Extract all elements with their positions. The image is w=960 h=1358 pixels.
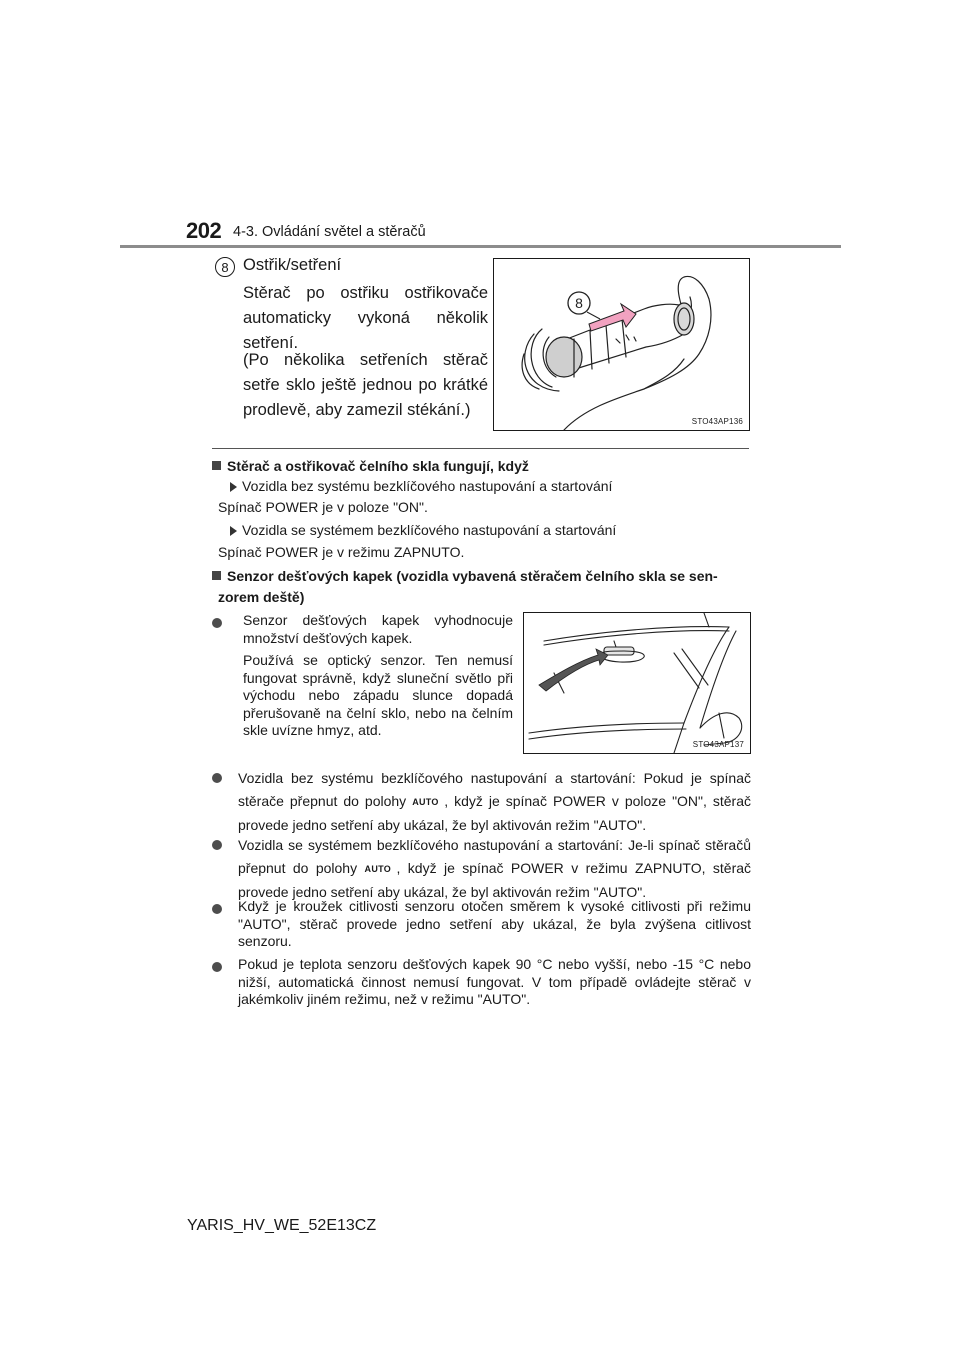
temperature-note: Pokud je teplota senzoru dešťových kapek 90 °C nebo vyšší, nebo -15 °C nebo nižší, automatická činnost nemusí fungovat. V tom případě ovládejte stěrač v jakémkoliv jiném režimu, než v režimu "AUTO". <box>238 956 751 1007</box>
section-heading-rain-sensor: Senzor dešťových kapek (vozidla vybavená stěračem čelního skla se sen- <box>212 566 752 587</box>
triangle-bullet-icon <box>230 482 237 492</box>
condition-subheading: Vozidla bez systému bezklíčového nastupování a startování <box>230 476 612 496</box>
section-heading-rain-sensor-cont: zorem deště) <box>218 589 305 605</box>
round-bullet-icon <box>212 962 222 972</box>
sensor-description: Senzor dešťových kapek vyhodnocuje množství dešťových kapek. <box>243 612 513 646</box>
section-title: 4-3. Ovládání světel a stěračů <box>233 224 426 240</box>
round-bullet-icon <box>212 773 222 783</box>
figure-code: STO43AP137 <box>692 740 744 749</box>
figure-callout-label: 8 <box>575 295 583 311</box>
condition-text: Spínač POWER je v režimu ZAPNUTO. <box>218 544 465 560</box>
section-heading-operation: Stěrač a ostřikovač čelního skla fungují, když <box>212 456 529 477</box>
item-description: Stěrač po ostřiku ostřikovače automaticky vykoná několik setření. <box>243 284 488 352</box>
condition-text: Spínač POWER je v poloze "ON". <box>218 499 428 515</box>
item-number-badge: 8 <box>215 257 235 277</box>
document-code: YARIS_HV_WE_52E13CZ <box>187 1217 377 1234</box>
condition-subheading: Vozidla se systémem bezklíčového nastupování a startování <box>230 520 616 540</box>
auto-mode-note-keyless: Vozidla se systémem bezklíčového nastupování a startování: Je-li spínač stěračů přepnut do polohy AUTO , když je spínač POWER v režimu ZAPNUTO, stěrač provede jedno setření aby ukázal, že byl aktivován režim "AUTO". <box>238 837 752 900</box>
auto-position-icon: AUTO <box>412 797 439 807</box>
section-divider <box>212 448 749 449</box>
figure-wiper-lever <box>493 258 750 431</box>
sensitivity-note: Když je kroužek citlivosti senzoru otočen směrem k vysoké citlivosti při režimu "AUTO", stěrač provede jedno setření aby ukázal, že byla zvýšena citlivost senzoru. <box>238 898 751 949</box>
round-bullet-icon <box>212 904 222 914</box>
item-title: Ostřik/setření <box>243 256 342 274</box>
windshield-illustration <box>524 613 750 753</box>
square-bullet-icon <box>212 461 221 470</box>
round-bullet-icon <box>212 840 222 850</box>
auto-position-icon: AUTO <box>364 864 392 874</box>
auto-mode-note-no-keyless: Vozidla bez systému bezklíčového nastupování a startování: Pokud je spínač stěrače přepnut do polohy AUTO , když je spínač POWER v poloze "ON", stěrač provede jedno setření aby ukázal, že byl aktivován režim "AUTO". <box>238 770 752 833</box>
sensor-limitation: Používá se optický senzor. Ten nemusí fungovat správně, když sluneční světlo při východu nebo západu slunce dopadá přerušovaně na čelní sklo, nebo na čelním skle uvízne hmyz, atd. <box>243 652 513 738</box>
item-note: (Po několika setřeních stěrač setře sklo ještě jednou po krátké prodlevě, aby zamezil stékání.) <box>243 351 488 419</box>
square-bullet-icon <box>212 571 221 580</box>
figure-code: STO43AP136 <box>691 417 743 426</box>
round-bullet-icon <box>212 618 222 628</box>
page-number: 202 <box>186 218 222 243</box>
figure-rain-sensor <box>523 612 751 754</box>
wiper-lever-illustration <box>494 259 749 430</box>
header-rule <box>120 245 841 248</box>
triangle-bullet-icon <box>230 526 237 536</box>
